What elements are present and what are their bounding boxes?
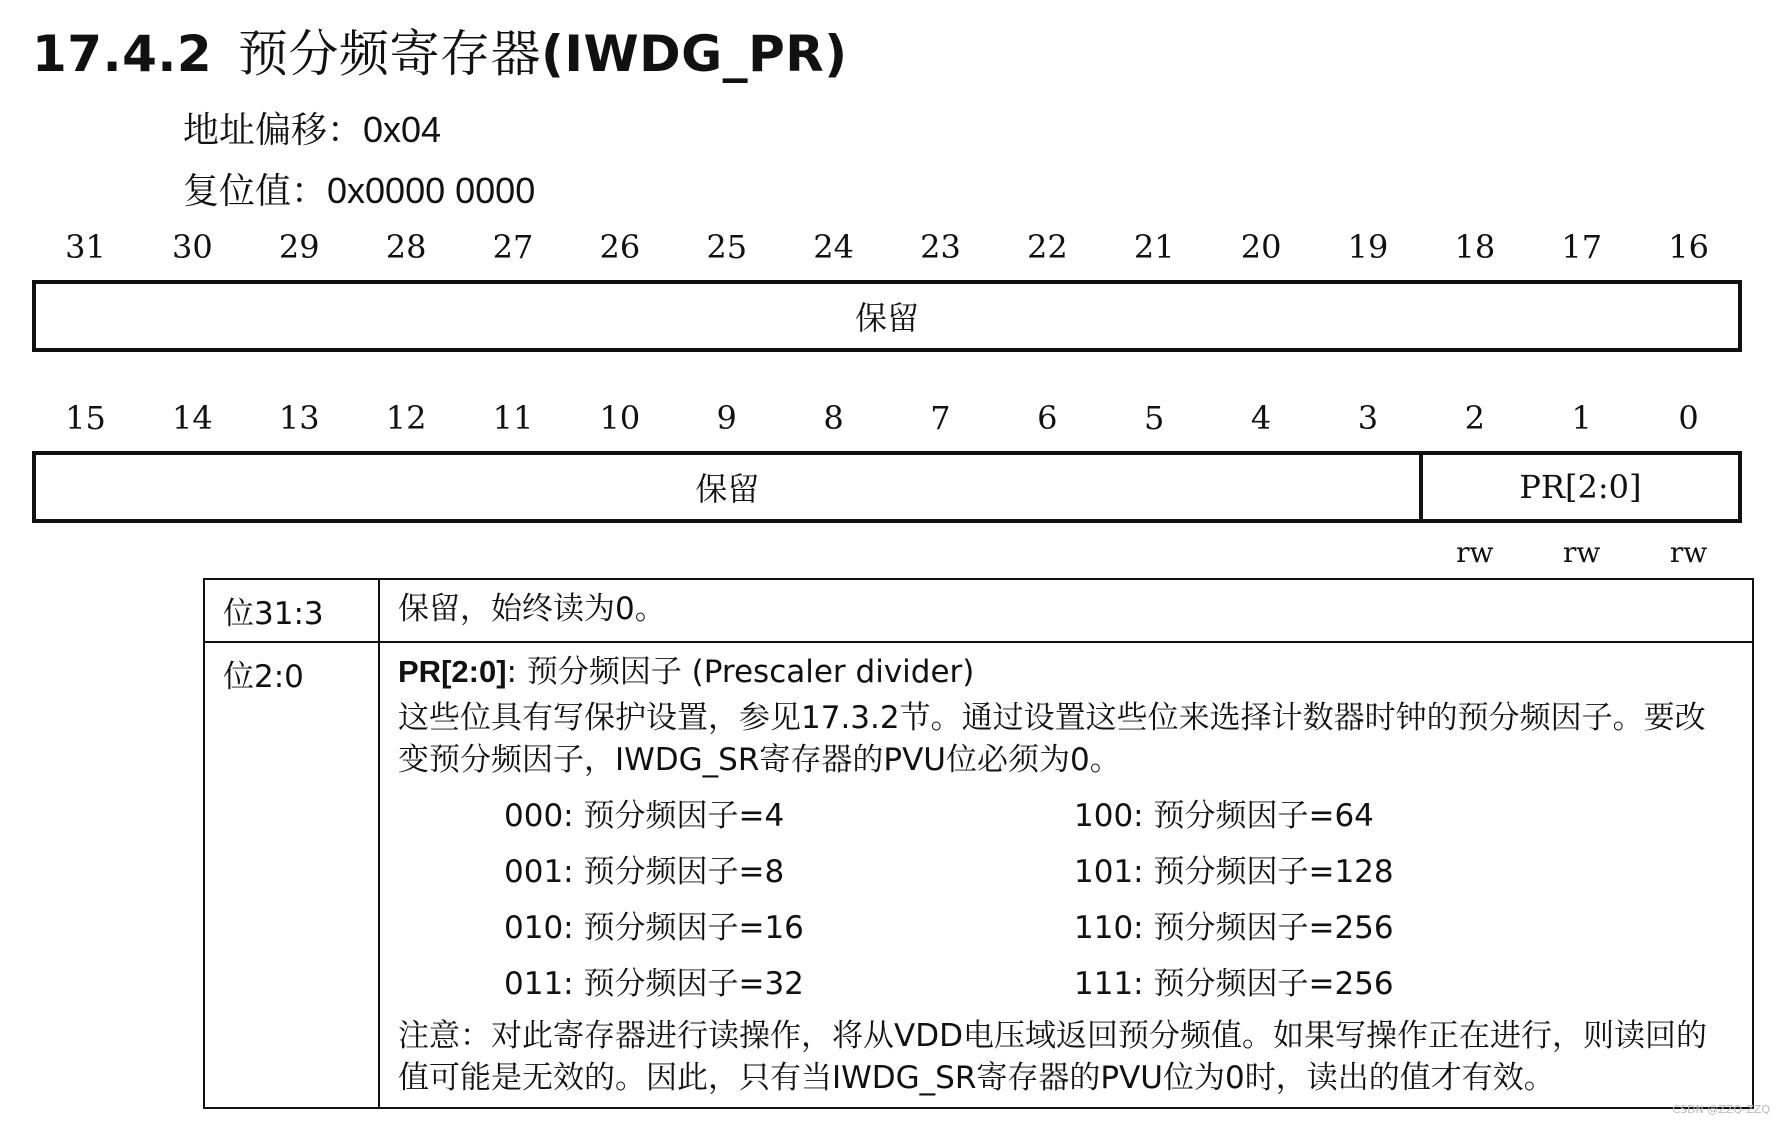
- bit-number: 15: [65, 399, 106, 437]
- bit-number: 8: [823, 399, 844, 437]
- reserved-field-lower: 保留: [695, 470, 760, 508]
- bit-number: 12: [385, 399, 427, 437]
- bit-number: 14: [171, 399, 213, 437]
- bit-number: 16: [1668, 228, 1709, 266]
- bit-number: 29: [278, 228, 320, 266]
- bit-number: 5: [1144, 399, 1165, 437]
- bit-number: 22: [1026, 228, 1068, 266]
- access-bit2: rw: [1456, 536, 1494, 569]
- reserved-field-upper: 保留: [854, 299, 919, 337]
- note-paragraph: 注意：对此寄存器进行读操作，将从VDD电压域返回预分频值。如果写操作正在进行，则读回的值可能是无效的。因此，只有当IWDG_SR寄存器的PVU位为0时，读出的值才有效。: [398, 1018, 1707, 1096]
- bit-description: 保留，始终读为0。: [379, 579, 1753, 642]
- lower-register-row: [32, 451, 1742, 523]
- bit-number: 24: [813, 228, 854, 266]
- bit-number: 23: [920, 228, 961, 266]
- access-bit1: rw: [1563, 536, 1601, 569]
- bit-number: 20: [1240, 228, 1282, 266]
- bit-number: 6: [1037, 399, 1058, 437]
- pr-field: PR[2:0]: [1419, 455, 1738, 519]
- list-item: 100: 预分频因子=64: [1074, 798, 1374, 834]
- bit-number: 17: [1561, 228, 1603, 266]
- bit-range: 位31:3: [204, 579, 379, 642]
- list-item: 110: 预分频因子=256: [1074, 910, 1394, 946]
- bit-number: 13: [278, 399, 320, 437]
- register-code: (IWDG_PR): [541, 25, 848, 83]
- list-item: 101: 预分频因子=128: [1074, 854, 1394, 890]
- bit-number: 26: [599, 228, 641, 266]
- reset-value: [183, 163, 535, 214]
- bit-number: 27: [492, 228, 534, 266]
- reset-label: 复位值：: [183, 171, 328, 212]
- access-bit0: rw: [1669, 536, 1708, 569]
- bit-number: 10: [599, 399, 641, 437]
- access-row: [32, 536, 1742, 569]
- list-item: 011: 预分频因子=32: [504, 966, 804, 1002]
- list-item: 001: 预分频因子=8: [504, 854, 785, 890]
- upper-register-row: [32, 280, 1742, 352]
- field-heading: PR[2:0]: 预分频因子 (Prescaler divider): [398, 654, 975, 690]
- table-row: [204, 579, 1753, 642]
- bit-number: 4: [1250, 399, 1272, 437]
- reset-value-text: 0x0000 0000: [327, 170, 536, 211]
- bit-number: 2: [1464, 399, 1485, 437]
- prescaler-options: [398, 795, 1732, 1005]
- watermark: CSDN @ZZQ-ZZQ: [1672, 1103, 1770, 1116]
- bit-number: 9: [716, 399, 737, 437]
- bit-number: 3: [1357, 399, 1379, 437]
- section-number: 17.4.2: [32, 25, 213, 83]
- bit-number: 25: [706, 228, 748, 266]
- field-paragraph: 这些位具有写保护设置，参见17.3.2节。通过设置这些位来选择计数器时钟的预分频因子。要改变预分频因子，IWDG_SR寄存器的PVU位必须为0。: [398, 700, 1706, 778]
- bit-number: 1: [1571, 399, 1592, 437]
- address-value: 0x04: [363, 109, 442, 150]
- bit-number: 30: [171, 228, 213, 266]
- bit-number: 19: [1347, 228, 1389, 266]
- address-label: 地址偏移：: [183, 110, 364, 151]
- section-title-text: 预分频寄存器: [238, 25, 541, 83]
- list-item: 000: 预分频因子=4: [504, 798, 785, 834]
- bit-description: [379, 642, 1753, 1108]
- bit-range: 位2:0: [204, 642, 379, 1108]
- list-item: 111: 预分频因子=256: [1074, 966, 1394, 1002]
- table-row: [204, 642, 1753, 1108]
- list-item: 010: 预分频因子=16: [504, 910, 804, 946]
- bit-number: 0: [1678, 399, 1699, 437]
- address-offset: [183, 102, 441, 153]
- bit-number: 11: [492, 399, 534, 437]
- bit-number: 31: [65, 228, 106, 266]
- bit-number: 7: [930, 399, 951, 437]
- bit-number: 21: [1133, 228, 1175, 266]
- bit-number: 18: [1454, 228, 1496, 266]
- bit-number: 28: [385, 228, 427, 266]
- section-title: [32, 14, 848, 86]
- upper-bit-numbers: [32, 228, 1742, 266]
- bit-description-table: [203, 578, 1754, 1109]
- lower-bit-numbers: [32, 399, 1742, 437]
